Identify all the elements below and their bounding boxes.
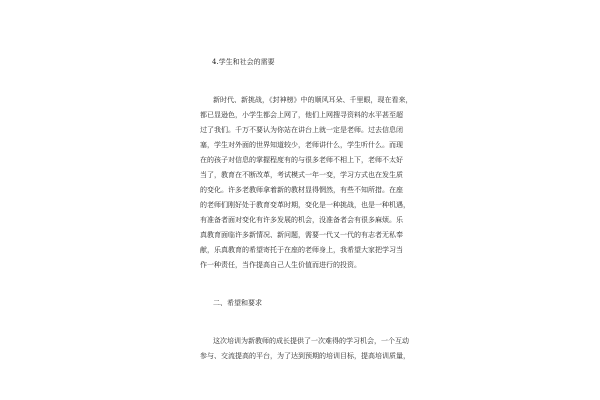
paragraph-line: 在的孩子对信息的掌握程度有的与很多老师不相上下，老师不太好: [200, 156, 403, 164]
paragraph-line: 的老师们刚好处于教育变革时期，变化是一种挑战，也是一种机遇，: [200, 201, 410, 209]
paragraph-line: 新时代、新挑战，《封神榜》中的顺风耳朵、千里眼，现在看来，: [213, 96, 413, 104]
paragraph-line: 作一种责任，当作提高自己人生价值而进行的投资。: [200, 261, 361, 269]
section-heading-hopes-requirements: 二、希望和要求: [213, 299, 262, 307]
paragraph-line: 的变化。许多老教师拿着新的教材显得惘然，有些不知所措。在座: [200, 186, 403, 194]
paragraph-line: 当了，教育在不断改革，考试模式一年一变，学习方式也在发生质: [200, 171, 403, 179]
paragraph-line: 塞，学生对外面的世界知道较少，老师讲什么，学生听什么。而现: [200, 141, 403, 149]
paragraph-line: 献，乐真教育的希望寄托于在座的老师身上，我希望大家把学习当: [200, 246, 403, 254]
paragraph-line: 真教育面临许多新情况、新问题，需要一代又一代的有志者无私奉: [200, 231, 403, 239]
paragraph-line: 有准备者面对变化有许多发展的机会，没准备者会有很多麻烦。乐: [200, 216, 403, 224]
paragraph-line: 这次培训为新教师的成长提供了一次难得的学习机会，一个互动: [213, 337, 409, 345]
paragraph-line: 都已显逊色，小学生都会上网了，他们上网搜寻资料的水平甚至超: [200, 111, 403, 119]
paragraph-line: 参与、交流提高的平台，为了达到预期的培训目标，提高培训质量，: [200, 352, 410, 360]
paragraph-line: 过了我们。千万不要认为你站在讲台上就一定是老师。过去信息闭: [200, 126, 403, 134]
section-heading-student-society-needs: 4.学生和社会的需要: [212, 58, 275, 66]
